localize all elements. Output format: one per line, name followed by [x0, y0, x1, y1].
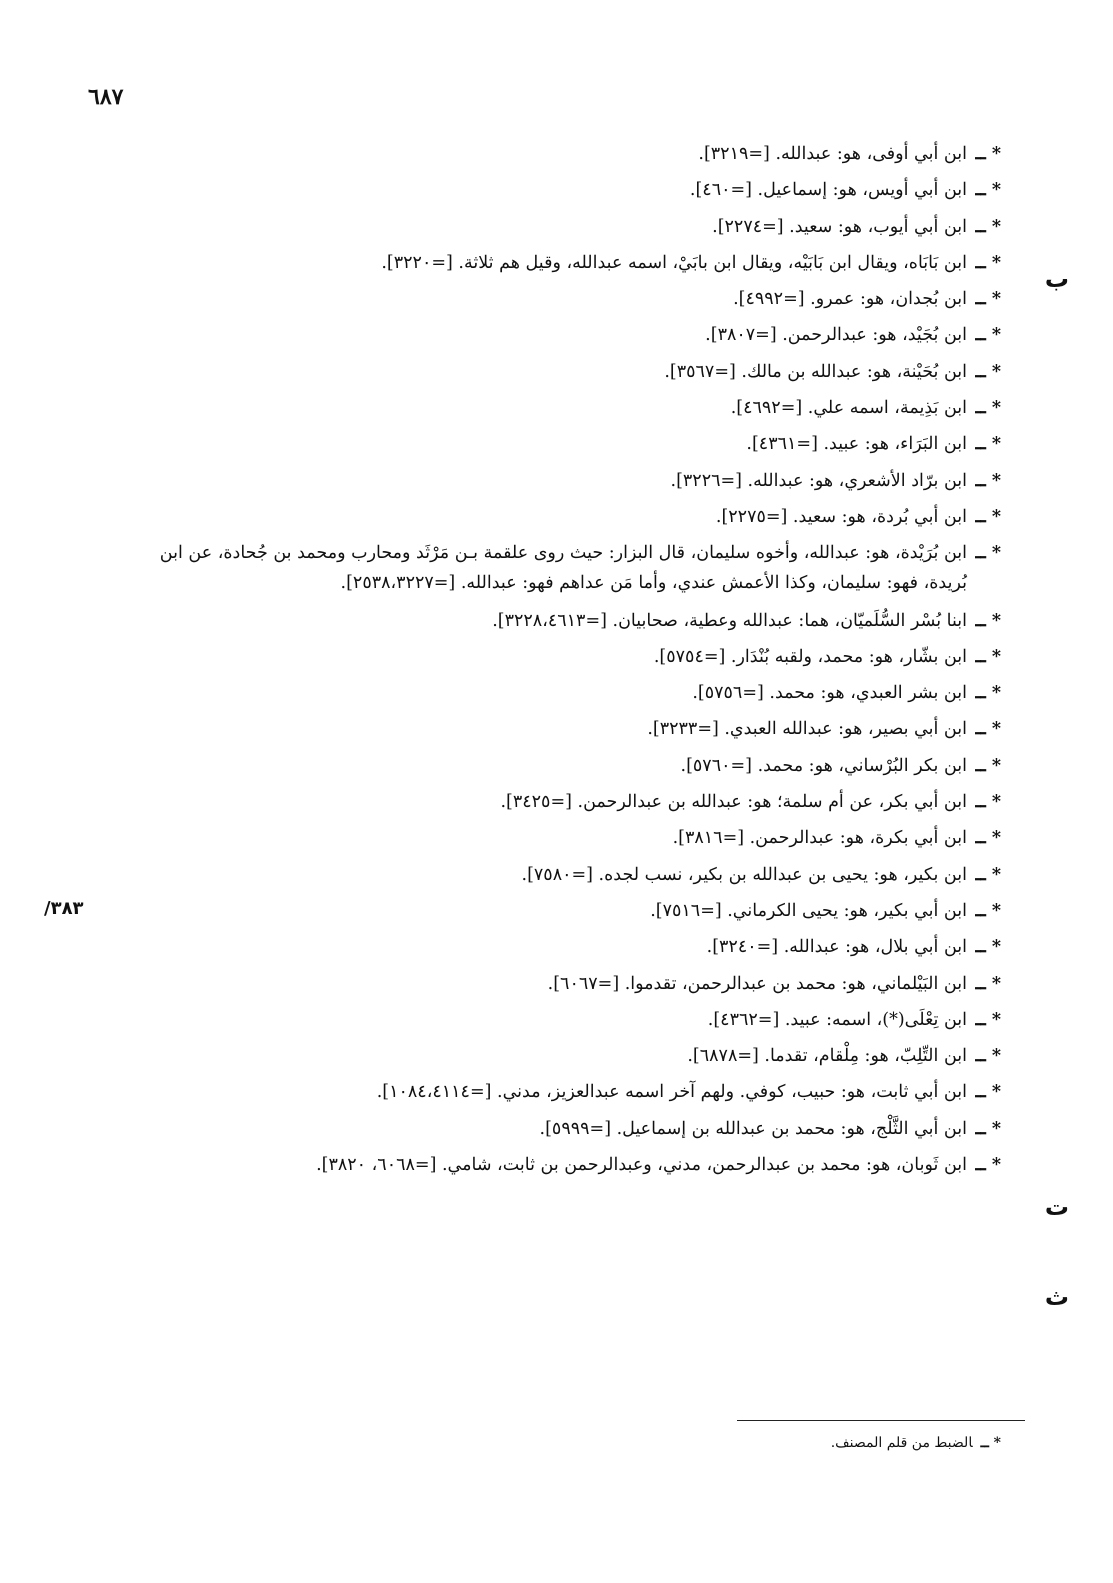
entry-marker: * ــ: [975, 180, 1001, 201]
entry-text: ابن بُجدان، هو: عمرو. [=٤٩٩٢].: [733, 289, 967, 310]
entry-text: ابن أبي أويس، هو: إسماعيل. [=٤٦٠].: [689, 180, 967, 201]
entry: [111, 430, 1001, 458]
page-number: ٦٨٧: [88, 84, 124, 110]
entry-text: ابن بَذِيمة، اسمه علي. [=٤٦٩٢].: [730, 398, 967, 419]
entry: [111, 249, 1001, 277]
entry-text: ابن أبي بكرة، هو: عبدالرحمن. [=٣٨١٦].: [672, 828, 967, 849]
entry-marker: * ــ: [975, 937, 1001, 958]
entry: [111, 752, 1001, 780]
entry-marker: * ــ: [975, 755, 1001, 776]
entry: [111, 607, 1001, 635]
entry-text: ابن أبي بكر، عن أم سلمة؛ هو: عبدالله بن عبدالرحمن. [=٣٤٢٥].: [500, 792, 967, 813]
entry: [111, 358, 1001, 386]
entry: [111, 321, 1001, 349]
entry-marker: * ــ: [975, 864, 1001, 885]
entry: [111, 1115, 1001, 1143]
entry: [111, 1151, 1001, 1179]
entry-marker: * ــ: [975, 1082, 1001, 1103]
footnote-marker: * ــ: [980, 1435, 1001, 1451]
entry: [111, 176, 1001, 204]
entry: [111, 503, 1001, 531]
entry-marker: * ــ: [975, 361, 1001, 382]
entry-text: ابن بكير، هو: يحيى بن عبدالله بن بكير، نسب لجده. [=٧٥٨٠].: [521, 864, 967, 885]
entry: [111, 897, 1001, 925]
entry-marker: * ــ: [975, 610, 1001, 631]
entry: [111, 140, 1001, 168]
entry-text: ابن ثَوبان، هو: محمد بن عبدالرحمن، مدني، وعبدالرحمن بن ثابت، شامي. [=٦٠٦٨، ٣٨٢٠].: [316, 1155, 967, 1176]
margin-page-reference: /٣٨٣: [44, 898, 84, 919]
entry-text: ابن أبي أوفى، هو: عبدالله. [=٣٢١٩].: [698, 144, 967, 164]
entry-marker: * ــ: [975, 506, 1001, 527]
entry: [111, 861, 1001, 889]
entry-text: ابن أبي ثابت، هو: حبيب، كوفي. ولهم آخر اسمه عبدالعزيز، مدني. [=١٠٨٤،٤١١٤].: [376, 1082, 967, 1103]
entry-marker: * ــ: [975, 1155, 1001, 1176]
entry-marker: * ــ: [975, 1009, 1001, 1030]
section-letter-ba: ب: [1044, 265, 1069, 293]
entry-text: ابنا بُسْر السُّلَميّان، هما: عبدالله وعطية، صحابيان. [=٣٢٢٨،٤٦١٣].: [492, 610, 967, 631]
entry-text: ابن أبي بكير، هو: يحيى الكرماني. [=٧٥١٦].: [650, 900, 967, 921]
entry-text: ابن بكر البُرْساني، هو: محمد. [=٥٧٦٠].: [680, 755, 967, 776]
entry-text: ابن بُحَيْنة، هو: عبدالله بن مالك. [=٣٥٦٧].: [664, 361, 967, 382]
entry: [111, 1042, 1001, 1070]
entry-marker: * ــ: [975, 900, 1001, 921]
entry-marker: * ــ: [975, 470, 1001, 491]
entry-text: ابن برّاد الأشعري، هو: عبدالله. [=٣٢٢٦].: [670, 470, 967, 491]
entry-marker: * ــ: [975, 216, 1001, 237]
entry-text: ابن أبي أيوب، هو: سعيد. [=٢٢٧٤].: [712, 216, 967, 237]
entry-marker: * ــ: [975, 646, 1001, 667]
entry-text: ابن بشّار، هو: محمد، ولقبه بُنْدَار. [=٥٧٥٤].: [653, 646, 967, 667]
entry: [111, 1078, 1001, 1106]
entry-text: ابن أبي بُردة، هو: سعيد. [=٢٢٧٥].: [715, 506, 967, 527]
entry: [111, 539, 1001, 598]
entry-marker: * ــ: [975, 973, 1001, 994]
entry-marker: * ــ: [975, 252, 1001, 273]
entry-text: ابن تِعْلَى(*)، اسمه: عبيد. [=٤٣٦٢].: [707, 1009, 967, 1030]
section-letter-ta: ت: [1044, 1193, 1069, 1221]
footnote: [831, 1435, 1001, 1451]
entry: [111, 824, 1001, 852]
entry-marker: * ــ: [975, 719, 1001, 740]
entry-text: ابن بُرَيْدة، هو: عبدالله، وأخوه سليمان، قال البزار: حيث روى علقمة بـن مَرْثَد ومحارب ومحمد بن جُحادة، عن ابن بُريدة، فهو: سليمان، وكذا الأعمش عندي، وأما مَن عداهم فهو: عبدالله. [=٢٥٣٨،٣٢٢٧].: [159, 543, 967, 593]
entry-marker: * ــ: [975, 828, 1001, 849]
entry: [111, 679, 1001, 707]
entry-marker: * ــ: [975, 1046, 1001, 1067]
entry-text: ابن بشر العبدي، هو: محمد. [=٥٧٥٦].: [692, 683, 967, 704]
entry: [111, 285, 1001, 313]
entry: [111, 643, 1001, 671]
entry-text: ابن التِّلِبّ، هو: مِلْقام، تقدما. [=٦٨٧٨].: [687, 1046, 967, 1067]
entry: [111, 1006, 1001, 1034]
entry-marker: * ــ: [975, 683, 1001, 704]
entry-text: ابن بَابَاه، ويقال ابن بَابَيْه، ويقال ابن بابَيْ، اسمه عبدالله، وقيل هم ثلاثة. [=٣٢٢٠].: [381, 252, 967, 273]
footnote-text: الضبط من قلم المصنف.: [830, 1435, 973, 1451]
entries-list: [111, 140, 1001, 1187]
entry-marker: * ــ: [975, 289, 1001, 310]
entry-text: ابن البَرَاء، هو: عبيد. [=٤٣٦١].: [746, 434, 967, 455]
entry: [111, 933, 1001, 961]
entry-text: ابن أبي بلال، هو: عبدالله. [=٣٢٤٠].: [706, 937, 967, 958]
entry: [111, 394, 1001, 422]
entry-marker: * ــ: [975, 792, 1001, 813]
entry: [111, 970, 1001, 998]
entry-marker: * ــ: [975, 543, 1001, 564]
entry-marker: * ــ: [975, 398, 1001, 419]
entry-text: ابن بُجَيْد، هو: عبدالرحمن. [=٣٨٠٧].: [705, 325, 967, 346]
entry: [111, 788, 1001, 816]
entry-marker: * ــ: [975, 325, 1001, 346]
entry: [111, 467, 1001, 495]
entry-marker: * ــ: [975, 1118, 1001, 1139]
entry-text: ابن أبي الثَّلْج، هو: محمد بن عبدالله بن إسماعيل. [=٥٩٩٩].: [539, 1118, 967, 1139]
footnote-divider: [737, 1420, 1025, 1421]
entry-marker: * ــ: [975, 144, 1001, 164]
entry: [111, 213, 1001, 241]
entry-text: ابن البَيْلماني، هو: محمد بن عبدالرحمن، تقدموا. [=٦٠٦٧].: [547, 973, 967, 994]
entry-marker: * ــ: [975, 434, 1001, 455]
entry: [111, 715, 1001, 743]
entry-text: ابن أبي بصير، هو: عبدالله العبدي. [=٣٢٣٣].: [647, 719, 967, 740]
section-letter-tha: ث: [1044, 1283, 1069, 1311]
